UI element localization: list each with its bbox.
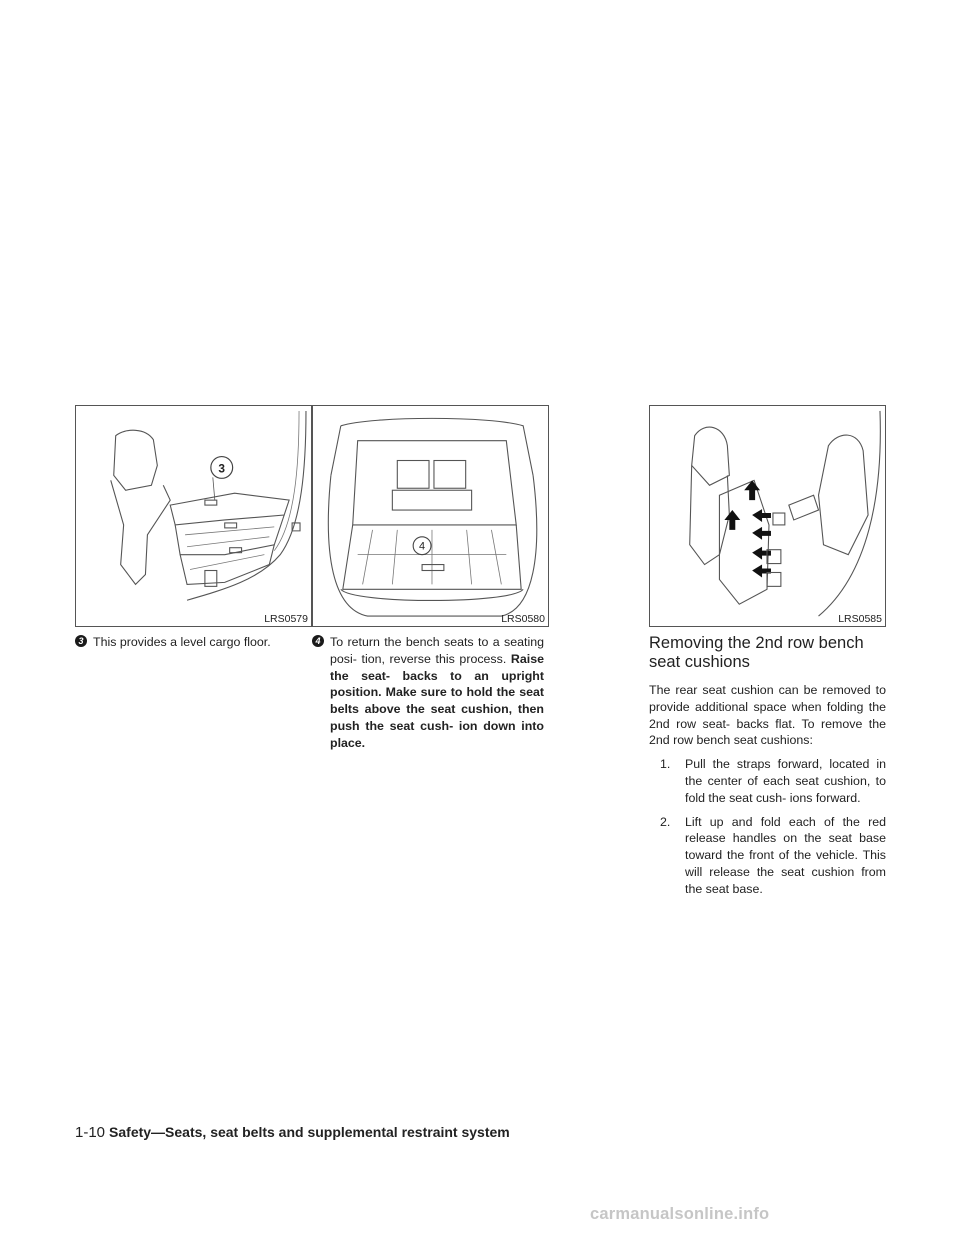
callout-item-3 <box>75 634 312 651</box>
step-number: 1. <box>660 757 671 772</box>
section-heading: Removing the 2nd row bench seat cushions <box>649 634 864 671</box>
callout-number: 3 <box>75 635 87 647</box>
callout-4: 4 <box>419 540 426 553</box>
callout-3: 3 <box>218 461 226 476</box>
callout-text: This provides a level cargo floor. <box>93 635 271 649</box>
figure-lrs0585 <box>649 405 886 627</box>
list-item <box>649 814 886 898</box>
figure-lrs0580 <box>312 405 549 627</box>
callout-number: 4 <box>312 635 324 647</box>
column-2 <box>312 634 544 752</box>
column-3 <box>649 634 886 898</box>
step-text: Lift up and fold each of the red release handles on the seat base toward the front of the vehicle. This will release the seat cushion from the seat base. <box>685 814 886 896</box>
callout-bold-text: Raise the seat- backs to an upright position. Make sure to hold the seat belts above the seat cushion, then push the seat cush- ion down into place. <box>330 651 544 750</box>
page-number: 1-10 <box>75 1124 106 1141</box>
figure-code: LRS0580 <box>501 613 545 625</box>
column-1 <box>75 634 312 651</box>
footer-title: Safety—Seats, seat belts and supplemental restraint system <box>109 1124 510 1140</box>
step-number: 2. <box>660 814 671 829</box>
intro-paragraph: The rear seat cushion can be removed to provide additional space when folding the 2nd row seat- backs flat. To remove the 2nd row bench seat cushions: <box>649 683 886 748</box>
figure-code: LRS0585 <box>838 613 882 625</box>
figure-lrs0579 <box>75 405 312 627</box>
folded-seat-illustration <box>76 406 311 626</box>
page-footer <box>75 1124 510 1141</box>
list-item <box>649 756 886 806</box>
seat-cushion-removal-illustration <box>650 406 885 626</box>
watermark: carmanualsonline.info <box>590 1205 770 1223</box>
callout-text: To return the bench seats to a seating posi- tion, reverse this process. <box>330 635 544 666</box>
figure-code: LRS0579 <box>264 613 308 625</box>
callout-item-4 <box>312 634 544 752</box>
step-text: Pull the straps forward, located in the center of each seat cushion, to fold the seat cush- ions forward. <box>685 757 886 805</box>
cargo-area-illustration <box>313 406 548 626</box>
